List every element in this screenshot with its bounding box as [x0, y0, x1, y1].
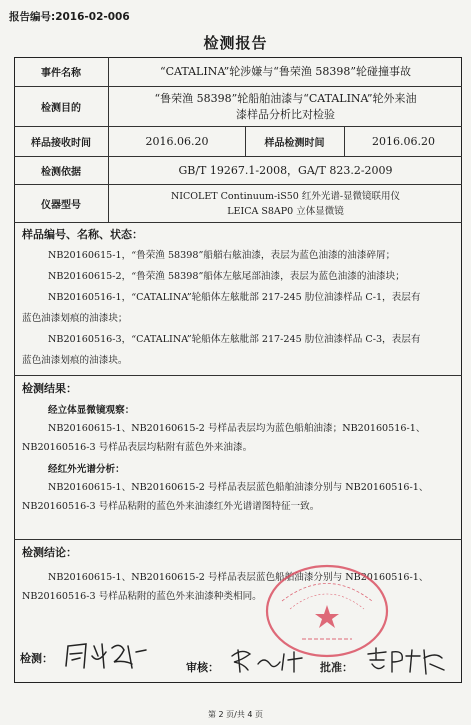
report-number: 报告编号:2016-02-006 — [9, 11, 130, 23]
case-name-label: 事件名称 — [14, 57, 109, 86]
results-sub-microscope: 经立体显微镜观察： — [48, 405, 135, 416]
conclusion-section — [14, 544, 462, 644]
basis-label: 检测依据 — [14, 157, 109, 184]
tester-label: 检测： — [20, 652, 53, 665]
reviewer-signature — [228, 646, 308, 676]
purpose-label: 检测目的 — [14, 87, 109, 126]
conclusion-heading: 检测结论： — [22, 546, 77, 559]
purpose-value — [109, 87, 462, 126]
row-case-name — [14, 57, 462, 87]
divider — [14, 539, 462, 540]
row-dates — [14, 127, 462, 157]
tested-label: 样品检测时间 — [245, 127, 345, 156]
results-heading: 检测结果： — [22, 382, 77, 395]
divider — [14, 375, 462, 376]
samples-heading: 样品编号、名称、状态： — [22, 228, 143, 241]
results-text-1a: NB20160615-1、NB20160615-2 号样品表层均为蓝色船舶油漆；NB20160516-1、 — [48, 423, 426, 434]
approver-label: 批准： — [320, 661, 353, 674]
results-text-2b: NB20160516-3 号样品粘附的蓝色外来油漆红外光谱谱图特征一致。 — [22, 501, 320, 512]
sample-line: 蓝色油漆划痕的油漆块。 — [22, 355, 128, 366]
results-section — [14, 380, 462, 535]
instrument-line-1: NICOLET Continuum-iS50 红外光谱-显微镜联用仪 — [170, 190, 401, 202]
conclusion-line-2: NB20160516-3 号样品粘附的蓝色外来油漆种类相同。 — [22, 591, 262, 602]
instrument-line-2: LEICA S8AP0 立体显微镜 — [227, 205, 344, 217]
case-name-value: “CATALINA”轮涉嫌与“鲁荣渔 58398”轮碰撞事故 — [159, 64, 412, 78]
received-label: 样品接收时间 — [14, 127, 109, 156]
row-basis — [14, 157, 462, 185]
results-text-1b: NB20160516-3 号样品表层均粘附有蓝色外来油漆。 — [22, 442, 253, 453]
instrument-label: 仪器型号 — [14, 185, 109, 222]
purpose-line-2: 漆样品分析比对检验 — [236, 107, 335, 121]
approver-signature — [364, 644, 454, 676]
row-instrument — [14, 185, 462, 223]
results-text-2a: NB20160615-1、NB20160615-2 号样品表层蓝色船舶油漆分别与 NB20160516-1、 — [48, 482, 429, 493]
results-sub-ir: 经红外光谱分析： — [48, 464, 125, 475]
basis-value: GB/T 19267.1-2008，GA/T 823.2-2009 — [178, 163, 393, 177]
reviewer-label: 审核： — [186, 661, 219, 674]
sample-lines — [22, 245, 462, 371]
received-date: 2016.06.20 — [145, 135, 209, 148]
page-footer: 第 2 页/共 4 页 — [207, 710, 264, 719]
row-purpose — [14, 87, 462, 127]
sample-line: NB20160516-1，“CATALINA”轮船体左舷舭部 217-245 肋位油漆样品 C-1，表层有 — [48, 292, 421, 303]
sample-line: NB20160615-2，“鲁荣渔 58398”船体左舷尾部油漆，表层为蓝色油漆的油漆块； — [48, 271, 405, 282]
tester-signature — [62, 638, 152, 672]
instrument-value — [109, 185, 462, 222]
conclusion-line-1: NB20160615-1、NB20160615-2 号样品表层蓝色船舶油漆分别与 NB20160516-1、 — [48, 572, 429, 583]
tested-date: 2016.06.20 — [372, 135, 435, 148]
sample-line: NB20160516-3，“CATALINA”轮船体左舷舭部 217-245 肋位油漆样品 C-3，表层有 — [48, 334, 421, 345]
sample-line: NB20160615-1，“鲁荣渔 58398”船艏右舷油漆，表层为蓝色油漆的油漆碎屑； — [48, 250, 396, 261]
report-title: 检测报告 — [203, 34, 268, 52]
samples-section — [14, 226, 462, 373]
purpose-line-1: “鲁荣渔 58398”轮船舶油漆与“CATALINA”轮外来油 — [154, 91, 417, 105]
sample-line: 蓝色油漆划痕的油漆块； — [22, 313, 128, 324]
